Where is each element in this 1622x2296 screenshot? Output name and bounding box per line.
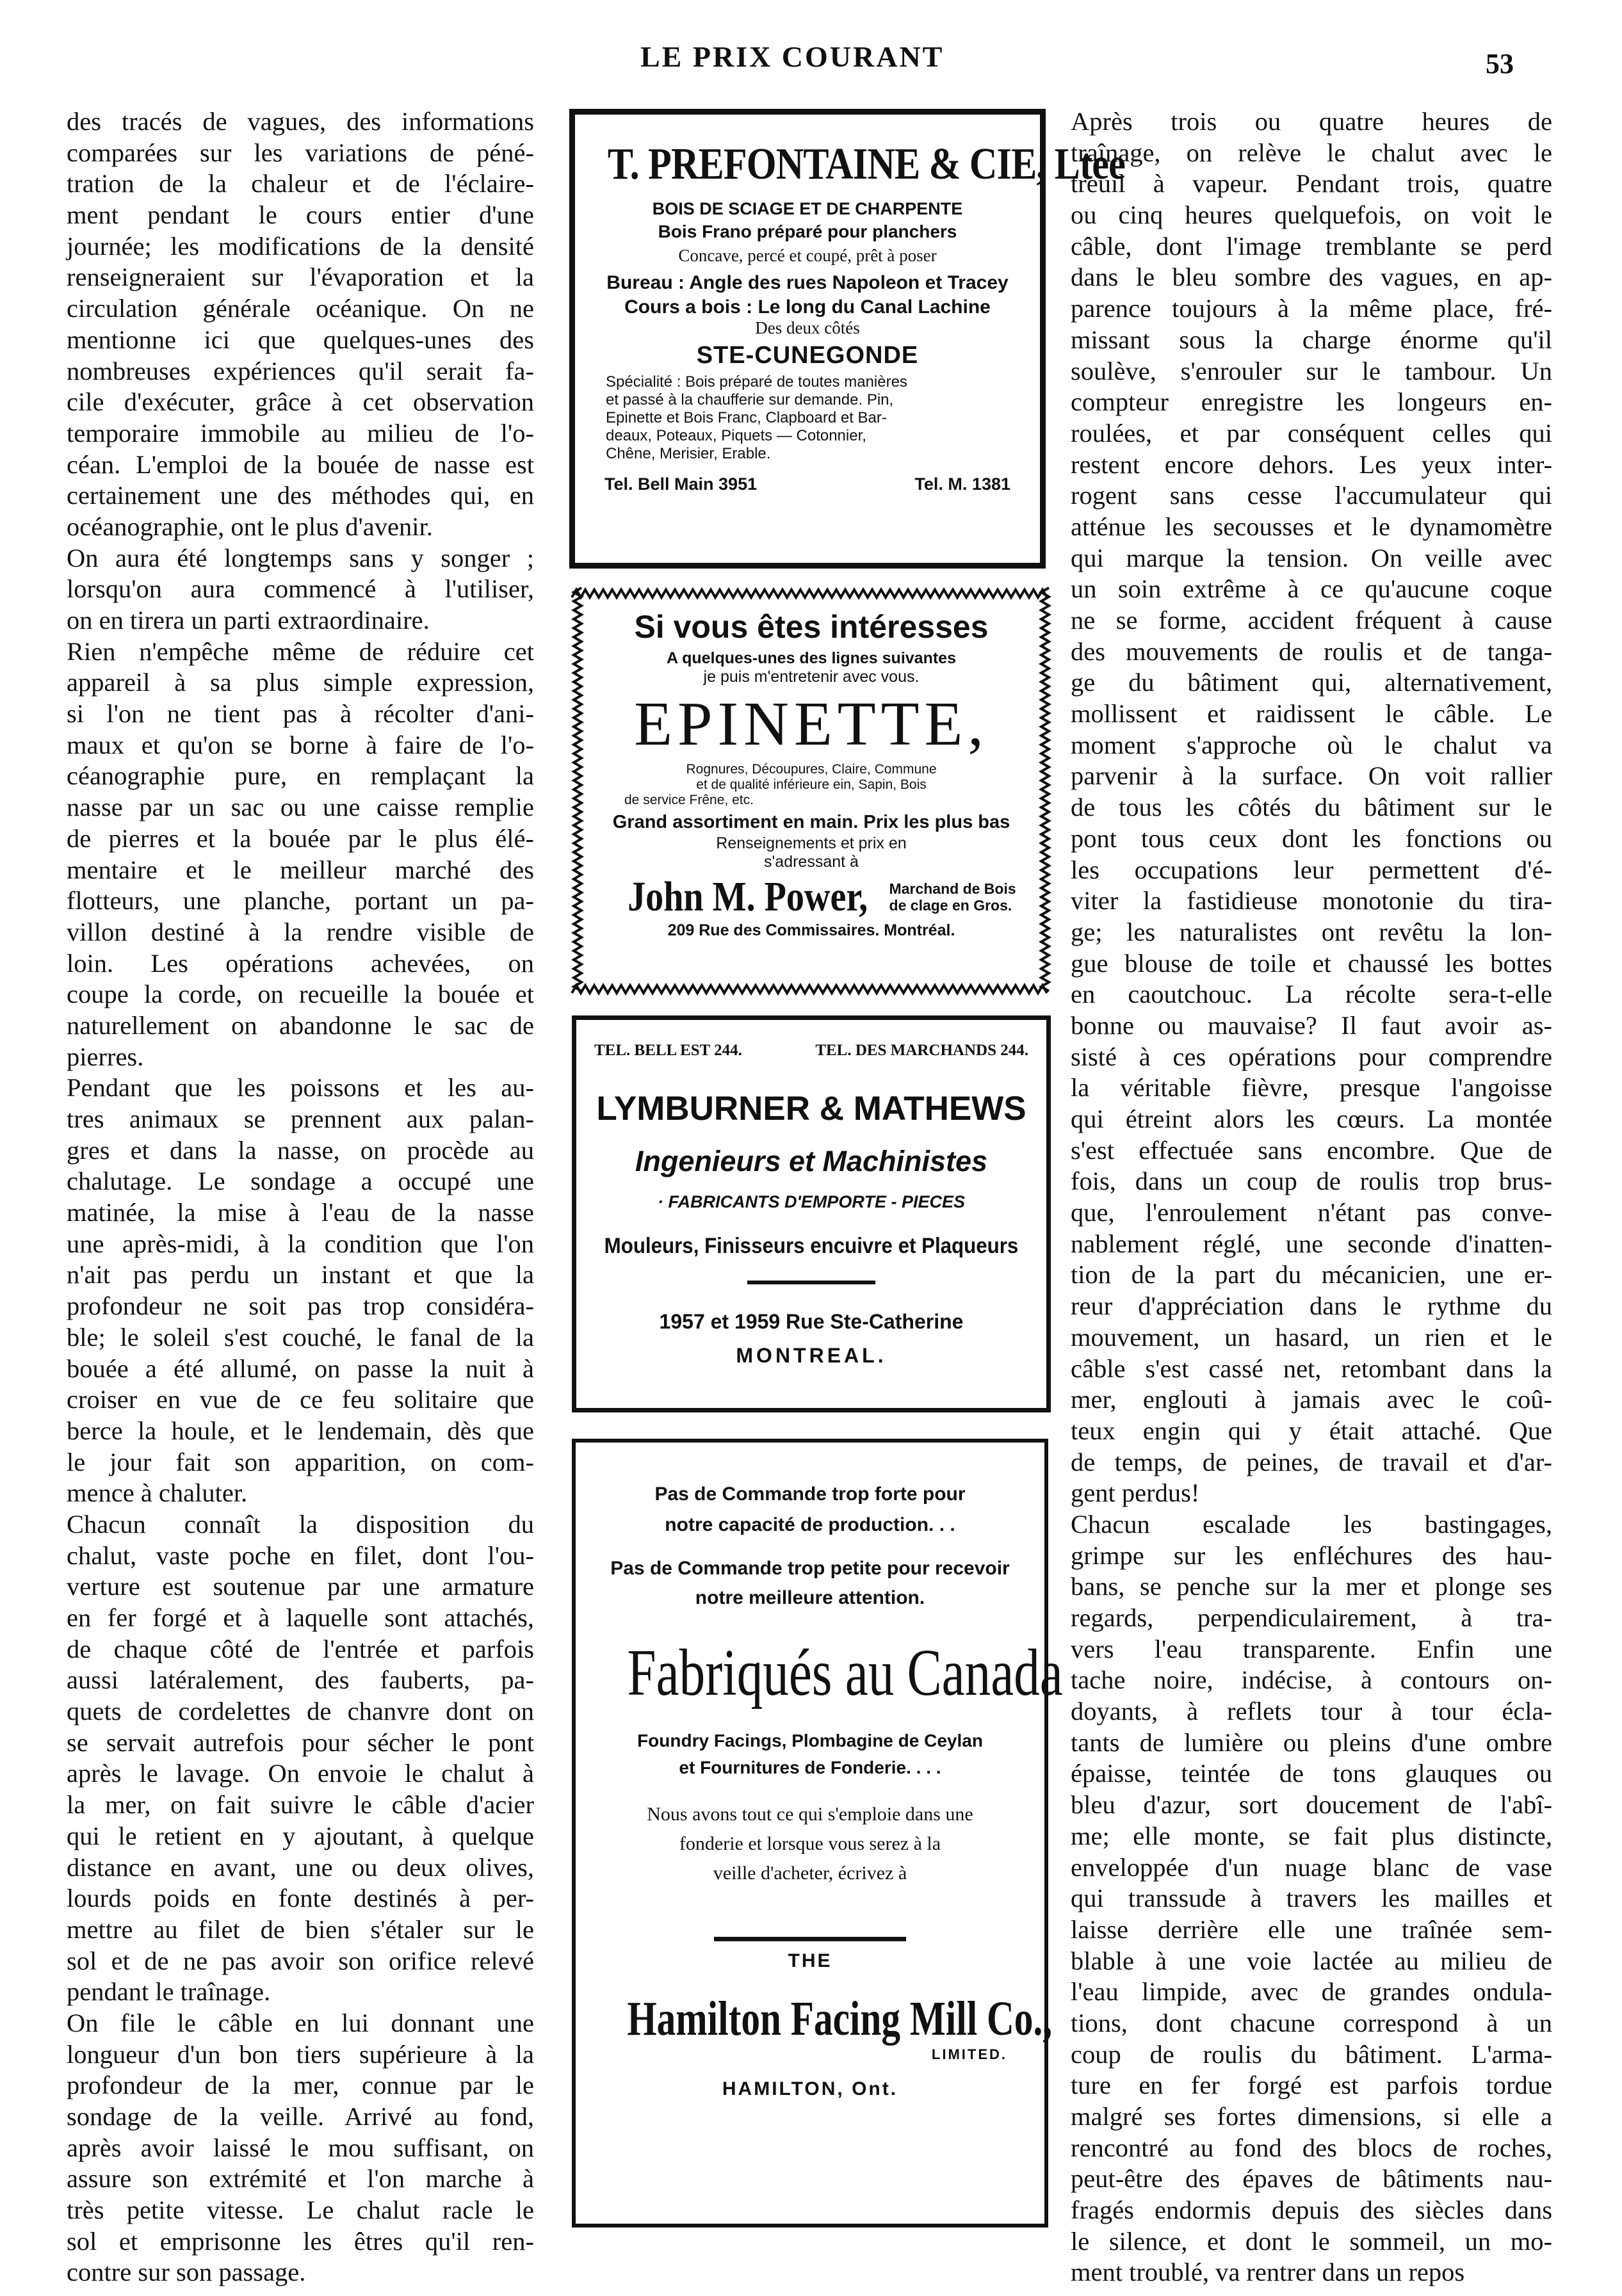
ad-text: de clage en Gros. xyxy=(889,897,1012,914)
ad-office: Bureau : Angle des rues Napoleon et Tracey xyxy=(606,272,1009,293)
zigzag-border-icon xyxy=(572,588,1051,599)
article-line: blable à une voie lactée au milieu de xyxy=(1071,1946,1552,1975)
article-line: de pierres et la bouée par le plus élé- xyxy=(67,823,534,853)
article-line: de tous les côtés du bâtiment sur le xyxy=(1071,793,1552,822)
article-line: On file le câble en lui donnant une xyxy=(67,2008,534,2037)
article-line: bouée a été allumé, on passe la nuit à xyxy=(67,1354,534,1383)
article-line: ture en fer forgé est parfois tordue xyxy=(1071,2071,1552,2100)
article-line: appareil à sa plus simple expression, xyxy=(67,668,534,697)
article-line: tres animaux se prennent aux palan- xyxy=(67,1104,534,1133)
article-line: qui transsude à travers les mailles et xyxy=(1071,1884,1552,1913)
article-line: aussi latéralement, des fauberts, pa- xyxy=(67,1665,534,1695)
zigzag-border-icon xyxy=(1039,588,1051,995)
ad-text: notre meilleure attention. xyxy=(695,1587,925,1608)
divider xyxy=(747,1281,875,1284)
article-line: tache noire, indécise, à contours on- xyxy=(1071,1665,1552,1695)
article-line: croiser en vue de ce feu solitaire que xyxy=(67,1385,534,1414)
article-line: mentaire et le meilleur marché des xyxy=(67,855,534,884)
ad-text: LIMITED. xyxy=(931,2046,1007,2062)
article-line: dans le bleu sombre des vagues, en ap- xyxy=(1071,263,1552,292)
article-line: chalut, vaste poche en filet, dont l'ou- xyxy=(67,1540,534,1570)
article-line: ment troublé, va rentrer dans un repos xyxy=(1071,2258,1465,2287)
article-line: grimpe sur les enfléchures des hau- xyxy=(1071,1540,1552,1570)
article-line: sondage de la veille. Arrivé au fond, xyxy=(67,2102,534,2131)
article-line: temporaire immobile au milieu de l'o- xyxy=(67,418,534,448)
ad-subtitle: Ingenieurs et Machinistes xyxy=(635,1145,988,1177)
article-line: loin. Les opérations achevées, on xyxy=(67,948,534,978)
article-line: épaisse, teintée de tons glauques ou xyxy=(1071,1759,1552,1788)
article-line: que, l'enroulement n'étant pas conve- xyxy=(1071,1198,1552,1227)
article-line: les occupations leur permettent d'é- xyxy=(1071,855,1552,884)
article-line: rencontré au fond des blocs de roches, xyxy=(1071,2133,1552,2162)
article-line: coup de roulis du bâtiment. L'arma- xyxy=(1071,2039,1552,2069)
ad-stock: Grand assortiment en main. Prix les plus bas xyxy=(612,812,1010,832)
ad-text: et de qualité inférieure ein, Sapin, Bois xyxy=(696,777,927,792)
article-line: bleu d'azur, sort doucement de l'abî- xyxy=(1071,1790,1552,1820)
article-line: atténue les secousses et le dynamomètre xyxy=(1071,512,1552,541)
article-line: céan. L'emploi de la bouée de nasse est xyxy=(67,449,534,479)
ad-company-name: T. PREFONTAINE & CIE, Ltee xyxy=(607,140,1125,189)
ad-text: Pas de Commande trop petite pour recevoir xyxy=(610,1558,1010,1579)
ad-headline: Si vous êtes intéresses xyxy=(634,609,989,645)
article-line: contre sur son passage. xyxy=(67,2258,306,2287)
ad-lymburner xyxy=(572,1015,1051,1412)
article-line: le silence, et dont le sommeil, un mo- xyxy=(1071,2226,1552,2256)
article-line: lorsqu'on aura commencé à l'utiliser, xyxy=(67,574,534,604)
article-line: viter la fastidieuse monotonie du tira- xyxy=(1071,886,1552,916)
article-line: circulation générale océanique. On ne xyxy=(67,294,534,323)
article-line: ou cinq heures quelquefois, on voit le xyxy=(1071,200,1552,230)
article-line: missant sous la charge énorme qu'il xyxy=(1071,325,1552,354)
ad-text: Foundry Facings, Plombagine de Ceylan xyxy=(637,1731,983,1750)
article-line: nombreuses expériences qu'il serait fa- xyxy=(67,356,534,385)
article-line: malgré ses fortes dimensions, si elle a xyxy=(1071,2102,1552,2131)
article-line: gent perdus! xyxy=(1071,1478,1200,1508)
ad-specialty: Spécialité : Bois préparé de toutes manières xyxy=(606,373,907,391)
article-line: fragés endormis depuis des siècles dans xyxy=(1071,2195,1552,2225)
ad-text: Mouleurs, Finisseurs encuivre et Plaqueurs xyxy=(604,1234,1019,1258)
ad-text: Renseignements et prix en xyxy=(716,834,907,852)
ad-text: THE xyxy=(788,1950,832,1971)
article-line: distance en avant, une ou deux olives, xyxy=(67,1852,534,1882)
article-line: bans, se penche sur la mer et plonge ses xyxy=(1071,1572,1552,1601)
article-line: Chacun escalade les bastingages, xyxy=(1071,1509,1552,1539)
article-line: chalutage. Le sondage a occupé une xyxy=(67,1167,534,1196)
article-line: câble s'est cassé net, retombant dans la xyxy=(1071,1354,1552,1383)
divider xyxy=(714,1937,906,1941)
article-line: doyants, à reflets tour à tour écla- xyxy=(1071,1697,1552,1726)
article-line: l'eau limpide, avec de grandes ondula- xyxy=(1071,1977,1552,2007)
article-line: Après trois ou quatre heures de xyxy=(1071,107,1552,136)
ad-title: EPINETTE, xyxy=(634,690,989,759)
article-line: ble; le soleil s'est couché, le fanal de la xyxy=(67,1322,534,1352)
article-line: sol et emprisonne les êtres qu'il ren- xyxy=(67,2226,534,2256)
article-line: coupe la corde, on recueille la bouée et xyxy=(67,980,534,1009)
article-line: sol et de ne pas avoir son orifice relevé xyxy=(67,1946,534,1975)
article-line: ge du bâtiment qui, alternativement, xyxy=(1071,668,1552,697)
article-line: villon destiné à la rendre visible de xyxy=(67,917,534,946)
article-line: reur d'appréciation dans le rythme du xyxy=(1071,1291,1552,1321)
article-line: pont tous ceux dont les fonctions ou xyxy=(1071,823,1552,853)
ad-canada xyxy=(572,1439,1063,2227)
article-line: qui étreint alors les cœurs. La montée xyxy=(1071,1104,1552,1133)
article-line: ment pendant le cours entier d'une xyxy=(67,200,534,230)
article-line: lourds poids en fonte destinés à per- xyxy=(67,1884,534,1913)
ad-specialty: et passé à la chaufferie sur demande. Pin, xyxy=(606,391,894,408)
ad-epinette xyxy=(572,588,1051,995)
article-line: s'est effectuée sans encombre. Que de xyxy=(1071,1135,1552,1165)
ad-address: 209 Rue des Commissaires. Montréal. xyxy=(667,921,955,939)
ad-merchant-name: John M. Power, xyxy=(628,873,868,920)
ad-text: de service Frêne, etc. xyxy=(624,793,754,807)
article-line: vers l'eau transparente. Enfin une xyxy=(1071,1634,1552,1663)
article-line: nablement réglé, une seconde d'inatten- xyxy=(1071,1229,1552,1258)
ad-text: notre capacité de production. . . xyxy=(665,1514,955,1535)
article-column-right xyxy=(1071,106,1552,2288)
article-line: océanographie, ont le plus d'avenir. xyxy=(67,512,433,541)
ad-text: et Fournitures de Fonderie. . . . xyxy=(679,1758,941,1777)
article-line: très petite vitesse. Le chalut racle le xyxy=(67,2195,534,2225)
article-line: de temps, de peines, de travail et d'ar- xyxy=(1071,1447,1552,1476)
ad-text: Concave, percé et coupé, prêt à poser xyxy=(678,246,937,265)
article-line: rogent sans cesse l'accumulateur qui xyxy=(1071,481,1552,510)
ad-prefontaine xyxy=(569,109,1125,569)
article-line: des tracés de vagues, des informations xyxy=(67,107,534,136)
article-line: Chacun connaît la disposition du xyxy=(67,1509,534,1539)
article-line: certainement une des méthodes qui, en xyxy=(67,481,534,510)
article-line: berce la houle, et le lendemain, dès que xyxy=(67,1416,534,1445)
article-line: renseigneraient sur l'évaporation et la xyxy=(67,263,534,292)
article-line: pendant le traînage. xyxy=(67,1977,271,2007)
page-number: 53 xyxy=(1486,48,1514,79)
article-line: qui marque la tension. On veille avec xyxy=(1071,543,1552,572)
ad-city: HAMILTON, Ont. xyxy=(722,2078,898,2099)
ad-city: MONTREAL. xyxy=(736,1344,887,1367)
article-line: un soin extrême à ce qu'aucune coque xyxy=(1071,574,1552,604)
article-line: ge; les naturalistes ont revêtu la lon- xyxy=(1071,917,1552,946)
article-line: flotteurs, une planche, portant un pa- xyxy=(67,886,534,916)
ad-yard: Cours a bois : Le long du Canal Lachine xyxy=(624,296,991,318)
article-line: mer, englouti à jamais avec le coû- xyxy=(1071,1385,1552,1414)
ad-specialty: Chêne, Merisier, Erable. xyxy=(606,445,771,462)
article-line: ne se forme, accident fréquent à cause xyxy=(1071,606,1552,635)
ad-specialty: Epinette et Bois Franc, Clapboard et Bar- xyxy=(606,409,887,426)
article-line: verture est soutenue par une armature xyxy=(67,1572,534,1601)
article-line: une après-midi, à la condition que l'on xyxy=(67,1229,534,1258)
article-line: mouvement, un hasard, un rien et le xyxy=(1071,1322,1552,1352)
article-line: longueur d'un bon tiers supérieure à la xyxy=(67,2039,534,2069)
zigzag-border-icon xyxy=(572,983,1051,995)
article-line: après avoir laissé le mou suffisant, on xyxy=(67,2133,534,2162)
article-line: fois, dans un coup de roulis trop brus- xyxy=(1071,1167,1552,1196)
article-line: On aura été longtemps sans y songer ; xyxy=(67,543,534,572)
article-line: Pendant que les poissons et les au- xyxy=(67,1073,534,1103)
ad-phone: TEL. BELL EST 244. xyxy=(594,1042,742,1059)
ad-text: veille d'acheter, écrivez à xyxy=(713,1863,907,1884)
article-column-left xyxy=(67,106,534,2288)
article-line: nasse par un sac ou une caisse remplie xyxy=(67,793,534,822)
article-line: regards, perpendiculairement, à tra- xyxy=(1071,1603,1552,1632)
ad-phone: Tel. M. 1381 xyxy=(914,474,1010,494)
article-line: pierres. xyxy=(67,1042,144,1071)
article-line: après le lavage. On envoie le chalut à xyxy=(67,1759,534,1788)
ad-text: Nous avons tout ce qui s'emploie dans une xyxy=(647,1804,973,1825)
article-line: qui le retient en y ajoutant, à quelque xyxy=(67,1821,534,1850)
ad-text: · FABRICANTS D'EMPORTE - PIECES xyxy=(658,1192,965,1211)
zigzag-border-icon xyxy=(572,588,583,995)
article-line: le jour fait son apparition, on com- xyxy=(67,1447,534,1476)
article-line: la véritable fièvre, presque l'angoisse xyxy=(1071,1073,1552,1103)
article-line: treuil à vapeur. Pendant trois, quatre xyxy=(1071,169,1552,198)
article-line: se servait autrefois pour sécher le pont xyxy=(67,1727,534,1757)
article-line: tration de la chaleur et de l'éclaire- xyxy=(67,169,534,198)
article-line: journée; les modifications de la densité xyxy=(67,231,534,261)
article-line: câble, dont l'image tremblante se perd xyxy=(1071,231,1552,261)
ad-text: je puis m'entretenir avec vous. xyxy=(703,668,920,686)
ad-text: s'adressant à xyxy=(764,853,859,871)
article-line: tion de la part du mécanicien, une er- xyxy=(1071,1260,1552,1289)
ad-text: BOIS DE SCIAGE ET DE CHARPENTE xyxy=(652,199,963,218)
article-line: traînage, on relève le chalut avec le xyxy=(1071,138,1552,167)
article-line: mence à chaluter. xyxy=(67,1478,248,1508)
article-line: en caoutchouc. La récolte sera-t-elle xyxy=(1071,980,1552,1009)
ad-phone: TEL. DES MARCHANDS 244. xyxy=(815,1042,1028,1059)
ad-company-name: Hamilton Facing Mill Co., xyxy=(627,1992,1053,2046)
article-line: cile d'exécuter, grâce à cet observation xyxy=(67,387,534,417)
page-header-title: LE PRIX COURANT xyxy=(640,40,945,73)
article-line: céanographie pure, en remplaçant la xyxy=(67,761,534,791)
article-line: enveloppée d'un nuage blanc de vase xyxy=(1071,1852,1552,1882)
article-line: mettre au filet de bien s'étaler sur le xyxy=(67,1914,534,1944)
article-line: des mouvements de roulis et de tanga- xyxy=(1071,636,1552,666)
article-line: si l'on ne tient pas à récolter d'ani- xyxy=(67,699,534,729)
article-line: maux et qu'on se borne à faire de l'o- xyxy=(67,730,534,759)
article-line: Rien n'empêche même de réduire cet xyxy=(67,636,534,666)
article-line: bonne ou mauvaise? Il faut avoir as- xyxy=(1071,1010,1552,1040)
ad-headline: Fabriqués au Canada xyxy=(627,1636,1063,1710)
ad-text: Rognures, Découpures, Claire, Commune xyxy=(686,762,937,777)
article-line: parvenir à la surface. On voit rallier xyxy=(1071,761,1552,791)
ad-text: Des deux côtés xyxy=(755,318,860,337)
article-line: compteur enregistre les longeurs en- xyxy=(1071,387,1552,417)
article-line: assure son extrémité et l'on marche à xyxy=(67,2164,534,2194)
ad-town: STE-CUNEGONDE xyxy=(696,342,919,369)
ad-text: A quelques-unes des lignes suivantes xyxy=(667,649,956,667)
article-line: moment s'approche où le chalut va xyxy=(1071,730,1552,759)
article-line: sisté à ces opérations pour comprendre xyxy=(1071,1042,1552,1071)
ad-company-name: LYMBURNER & MATHEWS xyxy=(596,1090,1026,1128)
article-line: peut-être des épaves de bâtiments nau- xyxy=(1071,2164,1552,2194)
article-line: me; elle monte, se fait plus distincte, xyxy=(1071,1821,1552,1850)
ad-text: fonderie et lorsque vous serez à la xyxy=(679,1833,941,1854)
article-line: quets de cordelettes de chanvre dont on xyxy=(67,1697,534,1726)
article-line: de chaque côté de l'entrée et parfois xyxy=(67,1634,534,1663)
article-line: en fer forgé et à laquelle sont attachés, xyxy=(67,1603,534,1632)
ad-address: 1957 et 1959 Rue Ste-Catherine xyxy=(659,1310,964,1333)
article-line: profondeur de la mer, connue par le xyxy=(67,2071,534,2100)
article-line: mollissent et raidissent le câble. Le xyxy=(1071,699,1552,729)
article-line: tions, dont chacune correspond à un xyxy=(1071,2008,1552,2037)
article-line: matinée, la mise à l'eau de la nasse xyxy=(67,1198,534,1227)
article-line: naturellement on abandonne le sac de xyxy=(67,1010,534,1040)
ad-text: Pas de Commande trop forte pour xyxy=(654,1484,966,1505)
ad-text: Bois Frano préparé pour planchers xyxy=(658,222,957,241)
ad-specialty: deaux, Poteaux, Piquets — Cotonnier, xyxy=(606,427,866,444)
article-line: on en tirera un parti extraordinaire. xyxy=(67,606,430,635)
article-line: mentionne ici que quelques-unes des xyxy=(67,325,534,354)
article-line: profondeur ne soit pas trop considéra- xyxy=(67,1291,534,1321)
article-line: comparées sur les variations de péné- xyxy=(67,138,534,167)
ad-phone: Tel. Bell Main 3951 xyxy=(604,474,758,494)
article-line: parence toujours à la même place, fré- xyxy=(1071,294,1552,323)
article-line: n'ait pas perdu un instant et que la xyxy=(67,1260,534,1289)
article-line: gue blouse de toile et chaussé les bottes xyxy=(1071,948,1552,978)
ad-text: Marchand de Bois xyxy=(889,880,1016,897)
article-line: gres et dans la nasse, on procède au xyxy=(67,1135,534,1165)
article-line: soulève, s'enrouler sur le tambour. Un xyxy=(1071,356,1552,385)
article-line: tants de lumière ou pleins d'une ombre xyxy=(1071,1727,1552,1757)
article-line: laisse derrière elle une traînée sem- xyxy=(1071,1914,1552,1944)
article-line: teux engin qui y était attaché. Que xyxy=(1071,1416,1552,1445)
article-line: la mer, on fait suivre le câble d'acier xyxy=(67,1790,534,1820)
article-line: restent encore dehors. Les yeux inter- xyxy=(1071,449,1552,479)
article-line: roulées, et par conséquent celles qui xyxy=(1071,418,1552,448)
